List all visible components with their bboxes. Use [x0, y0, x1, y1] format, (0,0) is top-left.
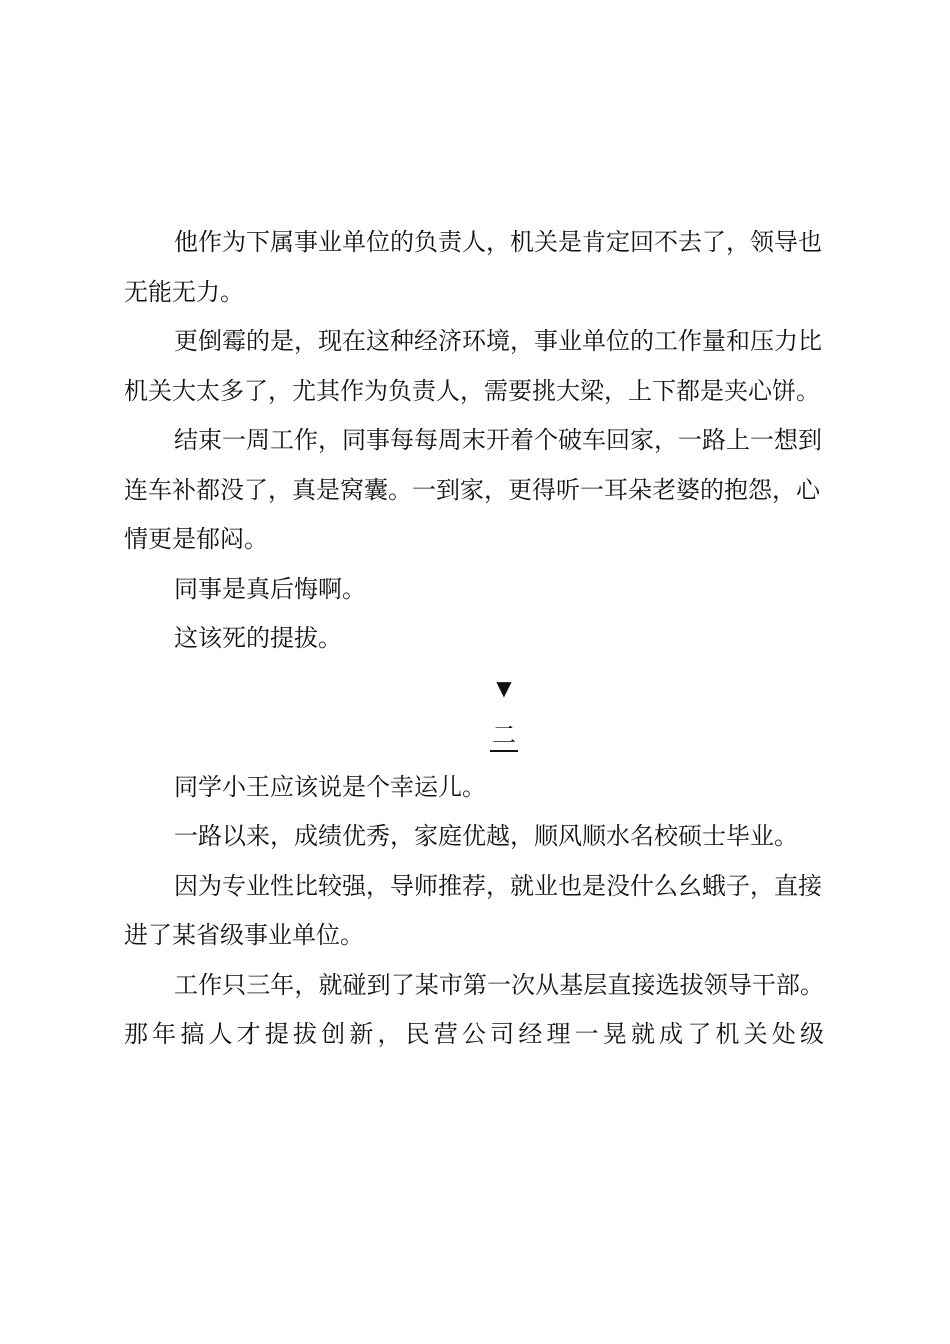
- section-heading-row: [124, 713, 884, 763]
- down-triangle-icon: ▼: [496, 675, 512, 700]
- paragraph: 更倒霉的是，现在这种经济环境，事业单位的工作量和压力比机关大太多了，尤其作为负责人，需要挑大梁，上下都是夹心饼。: [124, 327, 822, 405]
- paragraph: 同学小王应该说是个幸运儿。: [174, 772, 486, 801]
- paragraph: 一路以来，成绩优秀，家庭优越，顺风顺水名校硕士毕业。: [174, 822, 798, 850]
- paragraph: 结束一周工作，同事每每周末开着个破车回家，一路上一想到连车补都没了，真是窝囊。一到家，更得听一耳朵老婆的抱怨，心情更是郁闷。: [124, 426, 822, 553]
- paragraph: 这该死的提拔。: [174, 624, 342, 652]
- document-body: [124, 218, 824, 1060]
- section-marker-row: [124, 664, 884, 714]
- paragraph: 同事是真后悔啊。: [174, 574, 366, 603]
- paragraph: 工作只三年，就碰到了某市第一次从基层直接选拔领导干部。那年搞人才提拔创新，民营公司经理一晃就成了机关处级: [124, 970, 824, 1048]
- paragraph: 他作为下属事业单位的负责人，机关是肯定回不去了，领导也无能无力。: [124, 228, 822, 306]
- section-number: 二: [490, 720, 518, 752]
- paragraph: 因为专业性比较强，导师推荐，就业也是没什么幺蛾子，直接进了某省级事业单位。: [124, 871, 822, 949]
